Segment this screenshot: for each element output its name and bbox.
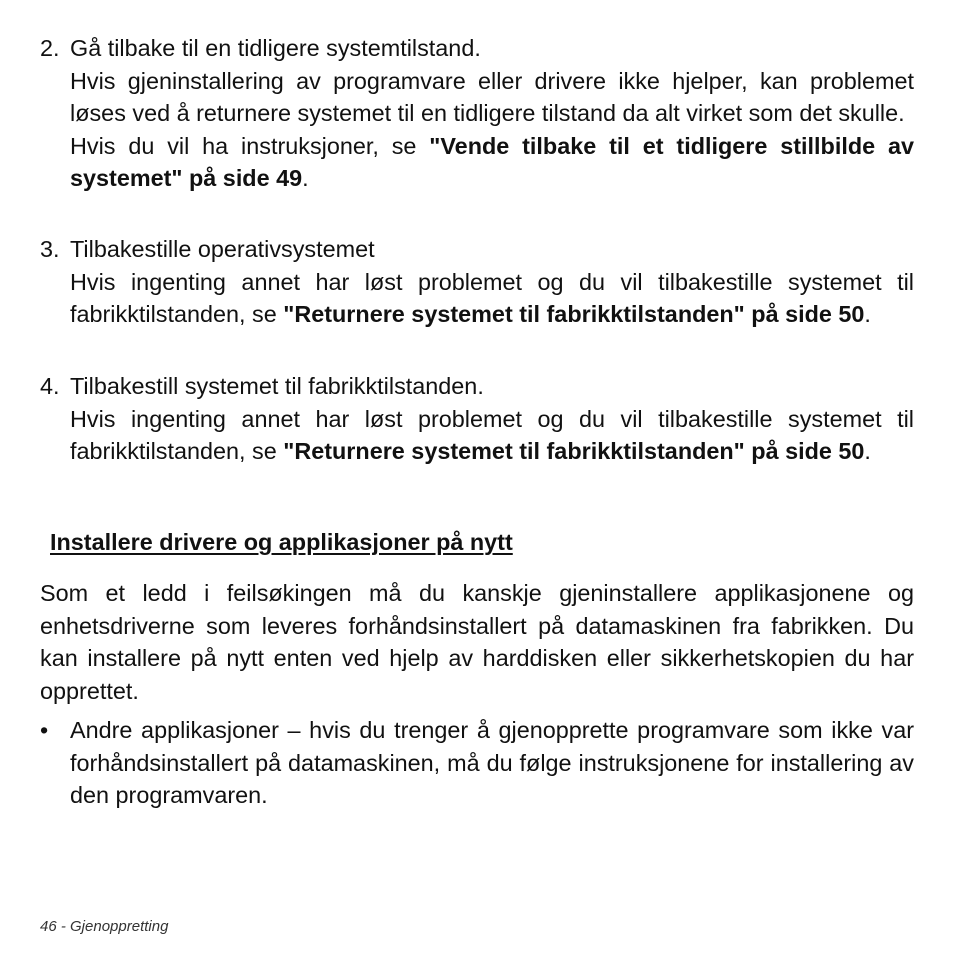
list-number: 4. bbox=[40, 373, 60, 399]
description-text: Hvis ingenting annet har løst problemet og du vil tilbakestille systemet til fabrikktilstanden, se bbox=[70, 405, 914, 464]
bullet-list-item bbox=[40, 714, 914, 812]
list-item-description: Hvis gjeninstallering av programvare eller drivere ikke hjelper, kan problemet løses ved å returnere systemet til en tidligere tilstand da alt virket som det skulle. bbox=[70, 67, 914, 126]
page-footer: 46 - Gjenoppretting bbox=[40, 918, 169, 935]
bullet-marker: • bbox=[40, 717, 49, 743]
reference-prefix: Hvis du vil ha instruksjoner, se bbox=[70, 132, 430, 159]
reference-suffix: . bbox=[864, 438, 871, 464]
list-item-description bbox=[70, 403, 914, 468]
reference-suffix: . bbox=[302, 165, 309, 191]
list-item-title: Tilbakestill systemet til fabrikktilstanden. bbox=[70, 373, 484, 399]
cross-reference-link[interactable]: "Returnere systemet til fabrikktilstanden" på side 50 bbox=[283, 438, 865, 464]
description-text: Hvis ingenting annet har løst problemet og du vil tilbakestille systemet til fabrikktilstanden, se bbox=[70, 268, 914, 327]
list-item-4 bbox=[40, 370, 914, 468]
cross-reference-link[interactable]: "Vende tilbake til et tidligere stillbilde av systemet" på side 49 bbox=[70, 132, 914, 191]
cross-reference-link[interactable]: "Returnere systemet til fabrikktilstanden" på side 50 bbox=[283, 301, 865, 327]
list-item-3 bbox=[40, 233, 914, 331]
list-item-body bbox=[70, 32, 914, 195]
list-number: 3. bbox=[40, 236, 60, 262]
section-paragraph: Som et ledd i feilsøkingen må du kanskje gjeninstallere applikasjonene og enhetsdriverne som leveres forhåndsinstallert på datamaskinen fra fabrikken. Du kan installere på nytt enten ved hjelp av harddisken eller sikkerhetskopien du har opprettet. bbox=[40, 580, 914, 704]
list-item-description bbox=[70, 266, 914, 331]
list-item-2 bbox=[40, 32, 914, 195]
reference-suffix: . bbox=[864, 301, 871, 327]
list-item-title: Gå tilbake til en tidligere systemtilstand. bbox=[70, 35, 481, 61]
list-item-title: Tilbakestille operativsystemet bbox=[70, 236, 375, 262]
list-number: 2. bbox=[40, 35, 60, 61]
list-item-reference bbox=[70, 130, 914, 195]
bullet-text: Andre applikasjoner – hvis du trenger å gjenopprette programvare som ikke var forhåndsinstallert på datamaskinen, må du følge instruksjonene for installering av den programvaren. bbox=[70, 717, 914, 808]
list-item-body bbox=[70, 370, 914, 468]
section-heading: Installere drivere og applikasjoner på nytt bbox=[50, 529, 513, 555]
list-item-body bbox=[70, 233, 914, 331]
